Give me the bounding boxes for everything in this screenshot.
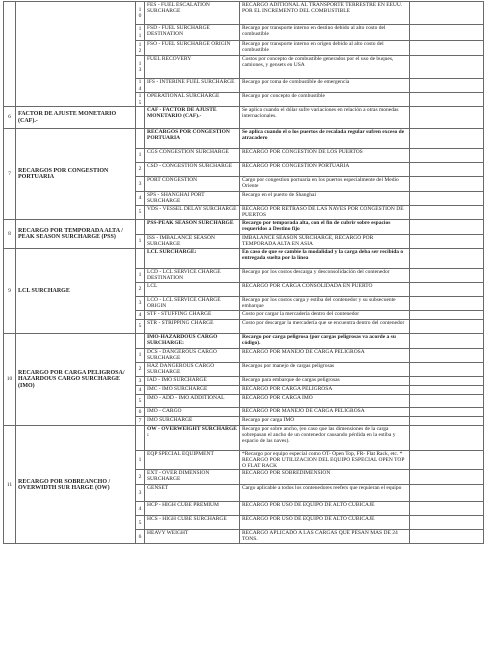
sub-number (136, 129, 145, 149)
sub-number: 4 (136, 311, 145, 320)
surcharge-description: RECARGO POR MANEJO DE CARGA PELIGROSA (240, 349, 410, 363)
surcharge-code: ISS - IMBALANCE SEASON SURCHARGE (145, 235, 240, 249)
category-number: 10 (4, 334, 16, 426)
sub-number (136, 107, 145, 129)
category-name: RECARGOS POR CONGESTION PORTUARIA (16, 129, 136, 220)
empty-cell (410, 426, 484, 451)
category-number: 9 (4, 249, 16, 334)
surcharge-code: PORT CONGESTION (145, 177, 240, 192)
surcharge-description: Recargo por temporada alta, con el fin de cubrir sobre espacios requeridos a Destino fijo (240, 220, 410, 235)
sub-number: 11 (136, 25, 145, 41)
empty-cell (410, 206, 484, 220)
sub-number (136, 249, 145, 269)
surcharge-code: IMO SURCHARGE (145, 417, 240, 426)
sub-number: 1 (136, 451, 145, 470)
empty-cell (410, 485, 484, 502)
empty-cell (410, 177, 484, 192)
empty-cell (410, 107, 484, 129)
empty-cell (410, 149, 484, 163)
surcharge-code: LCD - LCL SERVICE CHARGE DESTINATION (145, 269, 240, 283)
surcharge-description: Recargo por transporte interno en destino debido al alto costo del combustible (240, 25, 410, 41)
surcharge-description: RECARGO POR MANEJO DE CARGA PELIGROSA (240, 408, 410, 417)
sub-number: 4 (136, 502, 145, 516)
empty-cell (410, 516, 484, 530)
empty-cell (410, 395, 484, 408)
sub-number: 2 (136, 283, 145, 297)
empty-cell (410, 93, 484, 107)
surcharge-description: RECARGO APLICADO A LAS CARGAS QUE PESAN MAS DE 24 TONS. (240, 530, 410, 544)
sub-number: 2 (136, 470, 145, 485)
empty-cell (410, 417, 484, 426)
document-page (3, 1, 483, 544)
surcharge-code: FES - FUEL ESCALATION SURCHARGE (145, 2, 240, 25)
surcharge-description: Recargos por manejo de cargas peligrosas (240, 363, 410, 377)
table-row (4, 2, 484, 25)
surcharge-code: IMO-HAZARDOUS CARGO SURCHARGE: (145, 334, 240, 349)
category-name: LCL SURCHARGE (16, 249, 136, 334)
sub-number: 1 (136, 269, 145, 283)
surcharge-code: IMC - IMO SURCHARGE (145, 386, 240, 395)
table-row (4, 129, 484, 149)
surcharge-code: IMO - CARGO (145, 408, 240, 417)
surcharge-description: RECARGO ADITIONAL AL TRANSPORTE TERRESTRE EN EEUU. POR EL INCREMENTO DEL COMBUSTIBLE (240, 2, 410, 25)
table-row (4, 334, 484, 349)
category-number: 7 (4, 129, 16, 220)
empty-cell (410, 283, 484, 297)
sub-number: 3 (136, 485, 145, 502)
surcharge-code: FSO - FUEL SURCHARGE ORIGIN (145, 41, 240, 56)
empty-cell (410, 269, 484, 283)
surcharge-code: OPERATIONAL SURCHARGE (145, 93, 240, 107)
table-row (4, 107, 484, 129)
surcharge-code: STF - STUFFING CHARGE (145, 311, 240, 320)
surcharge-description: Recargo por concepto de combustible (240, 93, 410, 107)
sub-number (136, 334, 145, 349)
surcharge-code: EXT - OVER DIMENSION SURCHARGE (145, 470, 240, 485)
category-number: 8 (4, 220, 16, 249)
surcharge-description: RECARGO POR USO DE EQUIPO DE ALTO CUBICAJE (240, 516, 410, 530)
surcharge-description: Recargo por transporte interno en origen debido al alto costo del combustible (240, 41, 410, 56)
surcharge-description: Se aplica cuando el dólar sufre variaciones en relación a otras monedas internacionales. (240, 107, 410, 129)
empty-cell (410, 249, 484, 269)
surcharge-description: Recargo por toma de combustible de emergencia (240, 79, 410, 93)
table-row (4, 249, 484, 269)
empty-cell (410, 56, 484, 79)
empty-cell (410, 320, 484, 334)
category-name: FACTOR DE AJUSTE MONETARIO (CAF).- (16, 107, 136, 129)
sub-number: 4 (136, 386, 145, 395)
sub-number: 10 (136, 2, 145, 25)
empty-cell (410, 470, 484, 485)
surcharge-description: Recargo por los costos carga y estiba del contenedor y su subsecuente embarque (240, 297, 410, 311)
category-number: 11 (4, 426, 16, 544)
surcharge-code: IMO - ADD - IMO ADDITIONAL (145, 395, 240, 408)
empty-cell (410, 79, 484, 93)
surcharge-code: IAD - IMO SURCHARGE (145, 377, 240, 386)
sub-number: 6 (136, 408, 145, 417)
surcharge-description: En caso de que se cambie la modalidad y la carga deba ser recibida o entregada suelta por la línea (240, 249, 410, 269)
surcharge-table (3, 1, 484, 544)
sub-number: 5 (136, 516, 145, 530)
empty-cell (410, 41, 484, 56)
empty-cell (410, 386, 484, 395)
surcharge-code: HEAVY WEIGHT (145, 530, 240, 544)
surcharge-description: RECARGO POR RETRASO DE LAS NAVES POR CONGESTION DE PUERTOS (240, 206, 410, 220)
empty-cell (410, 349, 484, 363)
surcharge-code: RECARGOS POR CONGESTION PORTUARIA (145, 129, 240, 149)
surcharge-code: VDS - VESSEL DELAY SURCHARGE (145, 206, 240, 220)
surcharge-description: Recargo por los costos descarga y desconsolidación del contenedor (240, 269, 410, 283)
sub-number: 3 (136, 377, 145, 386)
sub-number: 13 (136, 56, 145, 79)
surcharge-code: FSD - FUEL SURCHARGE DESTINATION (145, 25, 240, 41)
surcharge-code: FUEL RECOVERY (145, 56, 240, 79)
surcharge-description: Recargo por carga peligrosa (por cargas peligrosas va acorde a su código). (240, 334, 410, 349)
surcharge-description: Costo por descargar la mercadería que se encuentra dentro del contenedor (240, 320, 410, 334)
surcharge-description: Recargo por sobre ancho, (en caso que las dimensiones de la carga sobrepasan el ancho de un contenedor causando pérdida en la estiba y espacio de las naves). (240, 426, 410, 451)
sub-number: 3 (136, 297, 145, 311)
surcharge-code: HCP - HIGH CUBE PREMIUM (145, 502, 240, 516)
sub-number: 15 (136, 93, 145, 107)
surcharge-description: Se aplica cuando el o los puertos de recalada regular sufren exceso de atracadero (240, 129, 410, 149)
sub-number: 5 (136, 206, 145, 220)
sub-number (136, 220, 145, 235)
empty-cell (410, 530, 484, 544)
sub-number: 5 (136, 395, 145, 408)
sub-number: 2 (136, 163, 145, 177)
surcharge-code: LCL SURCHARGE: (145, 249, 240, 269)
empty-cell (410, 129, 484, 149)
surcharge-code: SPS - SHANGHAI PORT SURCHARGE (145, 192, 240, 206)
sub-number: 6 (136, 530, 145, 544)
surcharge-code: CAF - FACTOR DE AJUSTE MONETARIO (CAF).- (145, 107, 240, 129)
sub-number: 1 (136, 149, 145, 163)
category-name (16, 2, 136, 107)
surcharge-description: RECARGO POR CARGA PELIGROSA (240, 386, 410, 395)
sub-number: 5 (136, 320, 145, 334)
category-name: RECARGO POR TEMPORADA ALTA / PEAK SEASON SURCHARGE (PSS) (16, 220, 136, 249)
empty-cell (410, 25, 484, 41)
category-name: RECARGO POR SOBREANCHO / OVERWIDTH SUR HARGE (OW) (16, 426, 136, 544)
surcharge-description: Recargo por carga IMO (240, 417, 410, 426)
surcharge-code: PSS-PEAK SEASON SURCHARGE (145, 220, 240, 235)
surcharge-code: LCO - LCL SERVICE CHARGE ORIGIN (145, 297, 240, 311)
surcharge-table-body (4, 2, 484, 544)
surcharge-description: Recargo en el puerto de Shanghai (240, 192, 410, 206)
empty-cell (410, 2, 484, 25)
surcharge-code: GENSET (145, 485, 240, 502)
empty-cell (410, 163, 484, 177)
surcharge-description: Cargo por congestion portuaria en los puertos especialmente del Medio Oriente (240, 177, 410, 192)
sub-number: 14 (136, 79, 145, 93)
category-number (4, 2, 16, 107)
empty-cell (410, 408, 484, 417)
empty-cell (410, 502, 484, 516)
category-number: 6 (4, 107, 16, 129)
surcharge-description: RECARGO POR CONGESTION PORTUARIA (240, 163, 410, 177)
surcharge-description: RECARGO POR CARGA CONSOLIDADA EN PUERTO (240, 283, 410, 297)
empty-cell (410, 311, 484, 320)
empty-cell (410, 235, 484, 249)
empty-cell (410, 451, 484, 470)
sub-number (136, 426, 145, 451)
sub-number: 1 (136, 235, 145, 249)
surcharge-code: EQP SPECIAL EQUIPMENT (145, 451, 240, 470)
surcharge-description: *Recargo por equipo especial como OT- Open Top, FR- Flat Rack, etc. * RECARGO POR UTILIZACION DEL EQUIPO ESPECIAL OPEN TOP O FLAT RACK (240, 451, 410, 470)
table-row (4, 220, 484, 235)
sub-number: 3 (136, 177, 145, 192)
surcharge-description: RECARGO POR SOBREDIMENSION (240, 470, 410, 485)
surcharge-code: CSD - CONGESTION SURCHARGE (145, 163, 240, 177)
surcharge-description: Cargo aplicable a todos los contenedores reefers que requieran el equipo (240, 485, 410, 502)
table-row (4, 426, 484, 451)
surcharge-code: DCS - DANGEROUS CARGO SURCHARGE (145, 349, 240, 363)
surcharge-code: HCS - HIGH CUBE SURCHARGE (145, 516, 240, 530)
surcharge-description: Costos por concepto de combustible generados por el uso de buques, camiones, y gensets en USA (240, 56, 410, 79)
sub-number: 2 (136, 363, 145, 377)
empty-cell (410, 377, 484, 386)
sub-number: 4 (136, 192, 145, 206)
surcharge-description: RECARGO POR CONGESTION DE LOS PUERTOS (240, 149, 410, 163)
sub-number: 7 (136, 417, 145, 426)
empty-cell (410, 297, 484, 311)
sub-number: 1 (136, 349, 145, 363)
surcharge-code: LCL (145, 283, 240, 297)
surcharge-code: IFS - INTERINE FUEL SURCHARGE (145, 79, 240, 93)
surcharge-code: HAZ DANGEROUS CARGO SURCHARGE (145, 363, 240, 377)
empty-cell (410, 334, 484, 349)
surcharge-description: RECARGO POR CARGA IMO (240, 395, 410, 408)
surcharge-description: RECARGO POR USO DE EQUIPO DE ALTO CUBICAJE (240, 502, 410, 516)
surcharge-code: CGS CONGESTION SURCHARGE (145, 149, 240, 163)
surcharge-description: IMBALANCE SEASON SURCHARGE, RECARGO POR TEMPORADA ALTA EN ASIA (240, 235, 410, 249)
empty-cell (410, 363, 484, 377)
surcharge-description: Recargo para embarque de cargas peligrosas (240, 377, 410, 386)
surcharge-code: OW - OVERWEIGHT SURCHARGE : (145, 426, 240, 451)
surcharge-description: Costo por cargar la mercadería dentro del contenedor (240, 311, 410, 320)
empty-cell (410, 220, 484, 235)
surcharge-code: STR - STRIPPING CHARGE (145, 320, 240, 334)
category-name: RECARGO POR CARGA PELIGROSA/ HAZARDOUS CARGO SURCHARGE (IMO) (16, 334, 136, 426)
empty-cell (410, 192, 484, 206)
sub-number: 12 (136, 41, 145, 56)
